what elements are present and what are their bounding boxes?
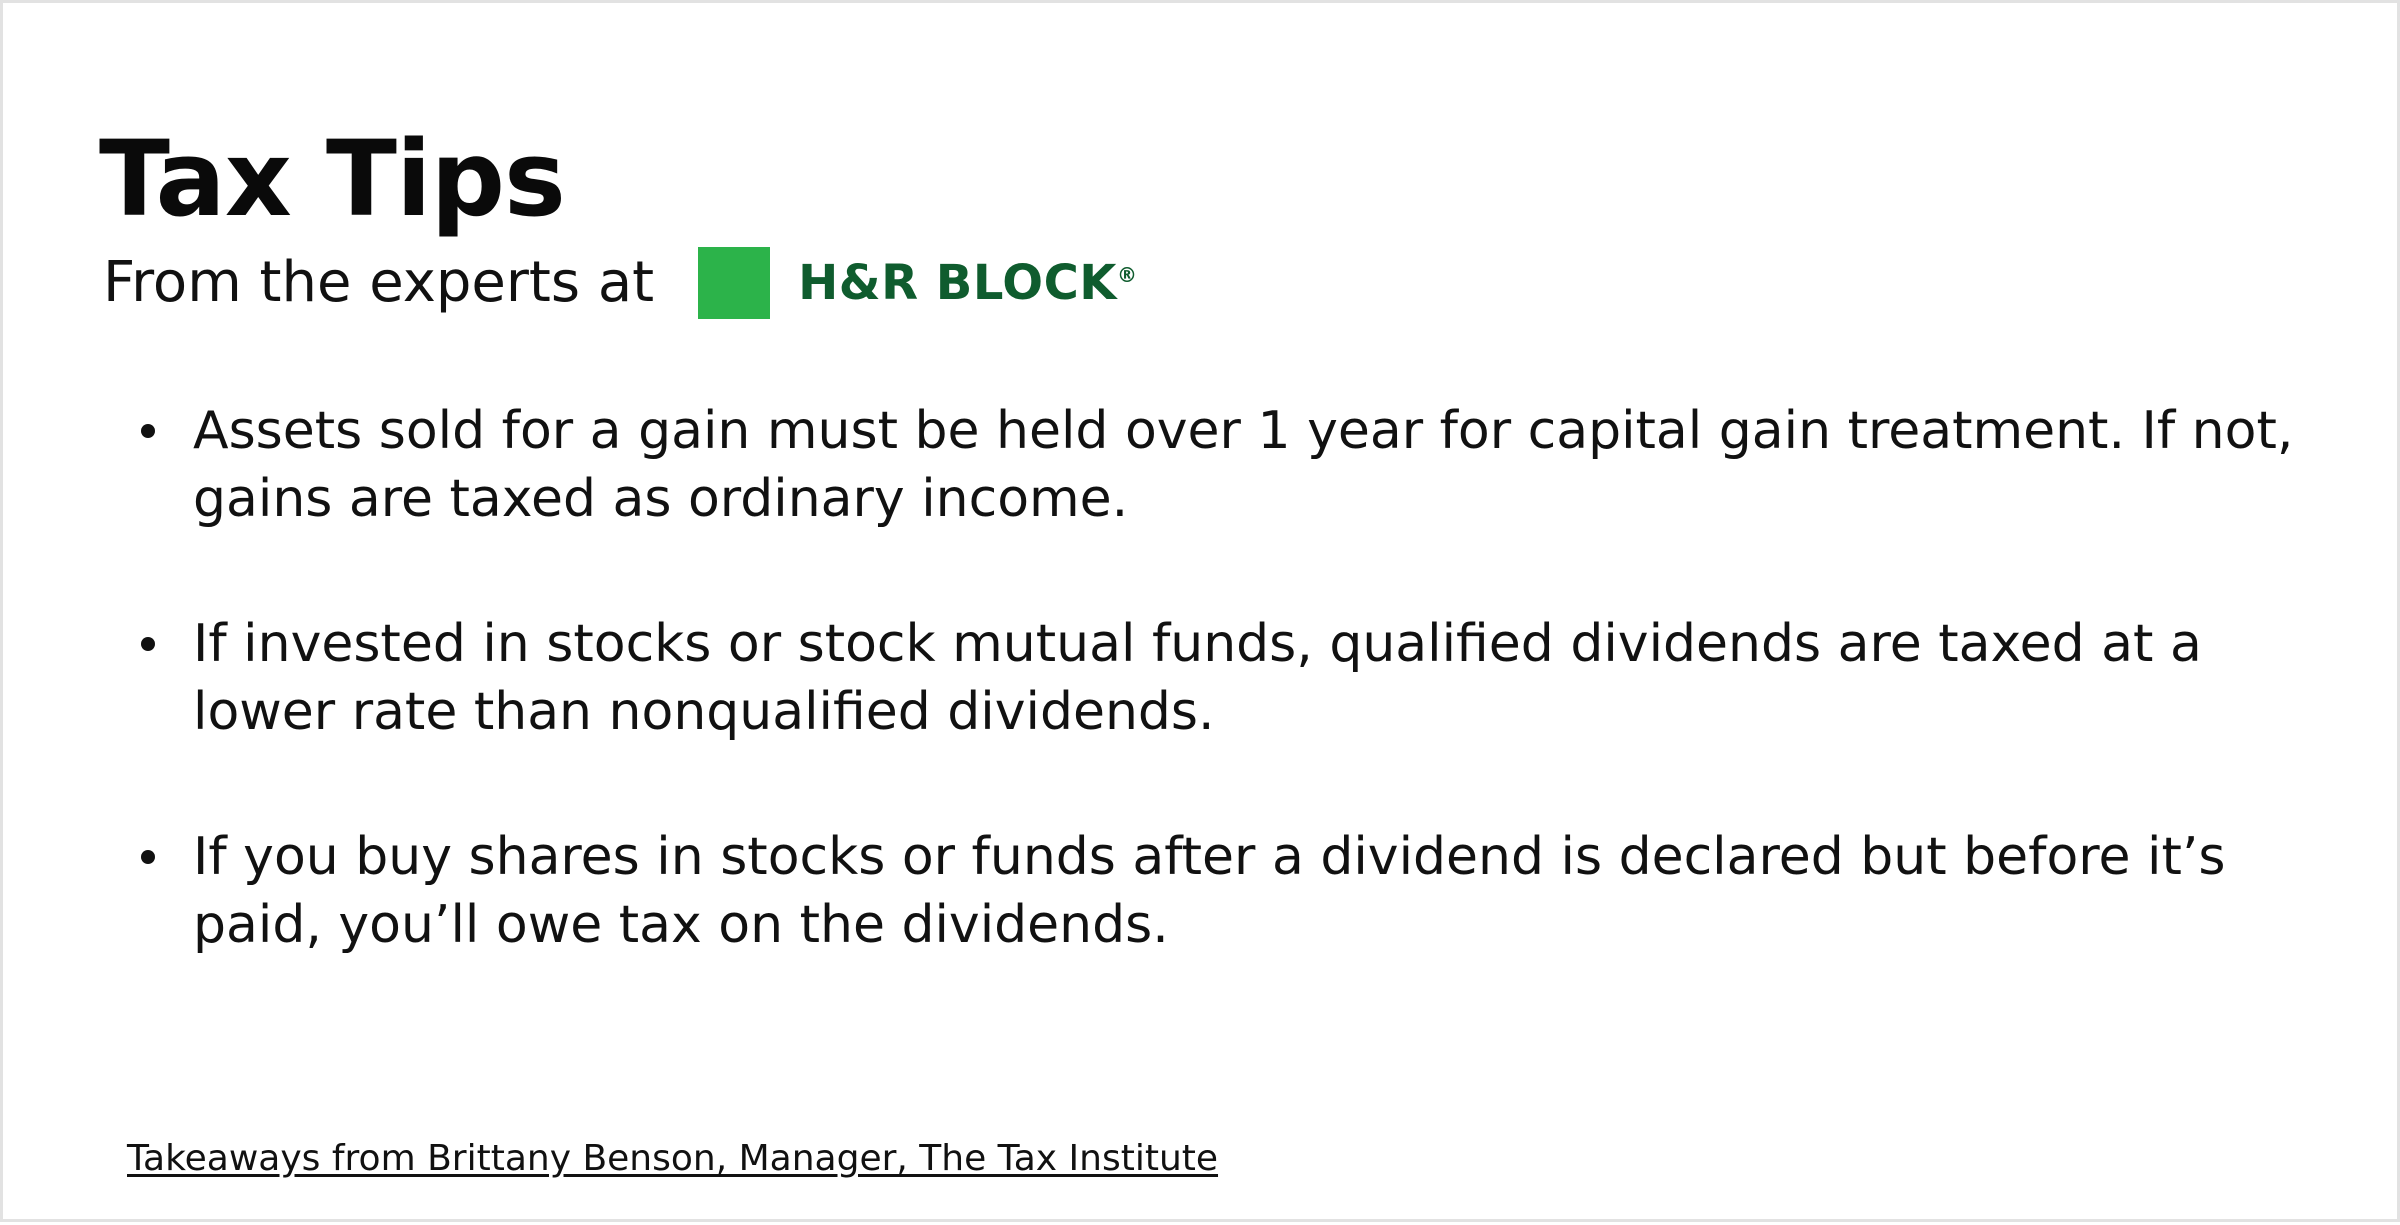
list-item-text: If you buy shares in stocks or funds after a dividend is declared but before it’s paid, you’ll owe tax on the dividends. (193, 827, 2226, 955)
list-item (133, 611, 2353, 746)
registered-mark: ® (1116, 263, 1138, 287)
list-item (133, 824, 2353, 959)
bullet-dot-icon (141, 424, 155, 438)
logo-wordmark-text: H&R BLOCK (798, 255, 1117, 311)
list-item-text: If invested in stocks or stock mutual funds, qualified dividends are taxed at a lower rate than nonqualified dividends. (193, 614, 2202, 742)
page-title: Tax Tips (99, 117, 565, 240)
bullet-dot-icon (141, 637, 155, 651)
logo-square-icon (698, 247, 770, 319)
hr-block-logo (698, 247, 1137, 319)
slide-content (3, 3, 2400, 1225)
list-item-text: Assets sold for a gain must be held over 1 year for capital gain treatment. If not, gains are taxed as ordinary income. (193, 401, 2294, 529)
logo-wordmark (798, 255, 1138, 311)
subtitle-row (103, 243, 1137, 323)
list-item (133, 398, 2353, 533)
attribution-footnote: Takeaways from Brittany Benson, Manager, The Tax Institute (127, 1138, 1219, 1179)
bullet-dot-icon (141, 850, 155, 864)
subtitle-text: From the experts at (103, 250, 655, 315)
tips-list (133, 398, 2353, 960)
